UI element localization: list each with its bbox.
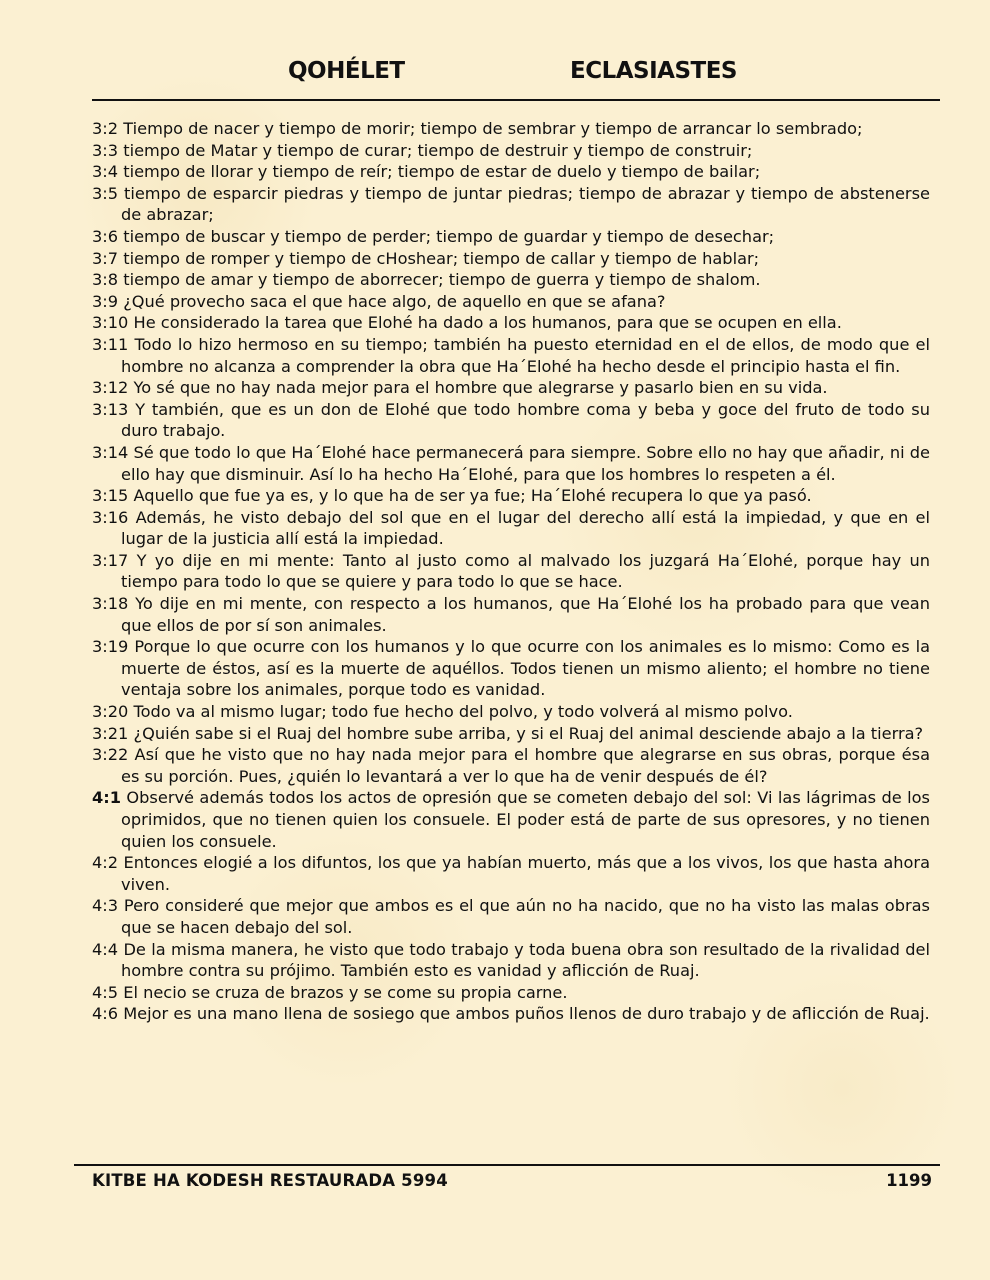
verse-ref: 3:7: [92, 248, 119, 268]
verse-ref: 3:14: [92, 442, 129, 462]
verse: [92, 701, 930, 723]
verse-ref: 3:22: [92, 745, 129, 765]
verse-ref: 3:8: [92, 270, 119, 290]
verse-ref: 3:4: [92, 162, 119, 182]
verse-text: Y también, que es un don de Elohé que todo hombre coma y beba y goce del fruto de todo su duro trabajo.: [121, 399, 930, 441]
verse-text: tiempo de Matar y tiempo de curar; tiempo de destruir y tiempo de construir;: [123, 140, 753, 160]
verse: [92, 161, 930, 183]
verse-text: Además, he visto debajo del sol que en el lugar del derecho allí está la impiedad, y que en el lugar de la justicia allí está la impiedad.: [121, 507, 930, 549]
verse-ref: 3:5: [92, 183, 119, 203]
verse-ref: 3:9: [92, 291, 119, 311]
verse-ref: 3:11: [92, 334, 129, 354]
verse: [92, 550, 930, 593]
verse-text: Pero consideré que mejor que ambos es el que aún no ha nacido, que no ha visto las malas obras que se hacen debajo del sol.: [121, 896, 930, 937]
verse-text: Sé que todo lo que Ha´Elohé hace permanecerá para siempre. Sobre ello no hay que añadir, ni de ello hay que disminuir. Así lo ha hecho Ha´Elohé, para que los hombres lo respeten a él.: [121, 442, 930, 484]
verse: [92, 1003, 930, 1025]
verse-text: Observé además todos los actos de opresión que se cometen debajo del sol: Vi las lágrimas de los oprimidos, que no tienen quien los consuele. El poder está de parte de sus opresores, y no tienen quien los consuele.: [121, 788, 930, 851]
verse-ref: 4:6: [92, 1004, 119, 1024]
verse: [92, 183, 930, 226]
verse: [92, 507, 930, 550]
verse-text: Todo va al mismo lugar; todo fue hecho del polvo, y todo volverá al mismo polvo.: [133, 702, 793, 722]
verse-text: tiempo de romper y tiempo de cHoshear; tiempo de callar y tiempo de hablar;: [123, 248, 760, 268]
verse: [92, 118, 930, 140]
verse-ref: 4:4: [92, 939, 119, 959]
verse-ref: 3:12: [92, 378, 129, 398]
verse: [92, 485, 930, 507]
chapter-start-ref: 4:1: [92, 788, 121, 808]
verse-text: tiempo de amar y tiempo de aborrecer; tiempo de guerra y tiempo de shalom.: [123, 270, 761, 290]
verse-text: Porque lo que ocurre con los humanos y lo que ocurre con los animales es lo mismo: Como es la muerte de éstos, así es la muerte de aquéllos. Todos tienen un mismo aliento; el hombre no tiene ventaja sobre los animales, porque todo es vanidad.: [121, 637, 930, 700]
verse-text: tiempo de buscar y tiempo de perder; tiempo de guardar y tiempo de desechar;: [123, 226, 775, 246]
verse-text: Así que he visto que no hay nada mejor para el hombre que alegrarse en sus obras, porque ésa es su porción. Pues, ¿quién lo levantará a ver lo que ha de venir después de él?: [121, 745, 930, 786]
verse-ref: 3:15: [92, 486, 129, 506]
header-divider: [92, 99, 940, 101]
verse: [92, 723, 930, 745]
verse-text: ¿Qué provecho saca el que hace algo, de aquello en que se afana?: [123, 291, 666, 311]
verse: [92, 140, 930, 162]
verse-text: He considerado la tarea que Elohé ha dado a los humanos, para que se ocupen en ella.: [133, 313, 842, 333]
verse-text: Yo dije en mi mente, con respecto a los humanos, que Ha´Elohé los ha probado para que vean que ellos de por sí son animales.: [121, 594, 930, 635]
verse: [92, 895, 930, 938]
verse-text: tiempo de llorar y tiempo de reír; tiempo de estar de duelo y tiempo de bailar;: [123, 162, 761, 182]
verse: [92, 442, 930, 485]
verse: [92, 787, 930, 852]
verse: [92, 377, 930, 399]
header-book-title-hebrew: QOHÉLET: [288, 58, 405, 84]
verse-text: Mejor es una mano llena de sosiego que ambos puños llenos de duro trabajo y de aflicción de Ruaj.: [123, 1004, 930, 1024]
verse: [92, 939, 930, 982]
page-header: [0, 58, 990, 92]
verse-ref: 3:6: [92, 226, 119, 246]
verse: [92, 248, 930, 270]
verse-ref: 3:19: [92, 637, 129, 657]
verse-ref: 3:18: [92, 594, 129, 614]
verse-ref: 4:2: [92, 853, 119, 873]
verse-text: Todo lo hizo hermoso en su tiempo; también ha puesto eternidad en el de ellos, de modo que el hombre no alcanza a comprender la obra que Ha´Elohé ha hecho desde el principio hasta el fin.: [121, 334, 930, 376]
verse-text: Tiempo de nacer y tiempo de morir; tiempo de sembrar y tiempo de arrancar lo sembrado;: [123, 119, 863, 138]
verse: [92, 744, 930, 787]
verse-ref: 4:3: [92, 896, 119, 916]
footer-divider: [74, 1164, 940, 1166]
verse-text: tiempo de esparcir piedras y tiempo de juntar piedras; tiempo de abrazar y tiempo de abstenerse de abrazar;: [121, 183, 930, 225]
verse-text: Entonces elogié a los difuntos, los que ya habían muerto, más que a los vivos, los que hasta ahora viven.: [121, 853, 930, 894]
verse-ref: 3:2: [92, 119, 119, 138]
header-book-title-spanish: ECLASIASTES: [570, 58, 737, 84]
verse: [92, 291, 930, 313]
verse-text: El necio se cruza de brazos y se come su propia carne.: [123, 982, 568, 1002]
verse: [92, 226, 930, 248]
verse-text: Y yo dije en mi mente: Tanto al justo como al malvado los juzgará Ha´Elohé, porque hay un tiempo para todo lo que se quiere y para todo lo que se hace.: [121, 550, 930, 592]
verse-text: Yo sé que no hay nada mejor para el hombre que alegrarse y pasarlo bien en su vida.: [133, 378, 828, 398]
verse-ref: 4:5: [92, 982, 119, 1002]
verse-text: Aquello que fue ya es, y lo que ha de ser ya fue; Ha´Elohé recupera lo que ya pasó.: [133, 486, 812, 506]
verse: [92, 982, 930, 1004]
verse-list: [92, 118, 930, 1025]
verse: [92, 852, 930, 895]
footer-book-title: KITBE HA KODESH RESTAURADA 5994: [92, 1171, 448, 1190]
verse-ref: 3:16: [92, 507, 129, 527]
page-number: 1199: [886, 1171, 932, 1190]
verse-ref: 3:10: [92, 313, 129, 333]
verse: [92, 312, 930, 334]
verse: [92, 399, 930, 442]
verse: [92, 593, 930, 636]
verse-ref: 3:13: [92, 399, 129, 419]
verse-text: De la misma manera, he visto que todo trabajo y toda buena obra son resultado de la rivalidad del hombre contra su prójimo. También esto es vanidad y aflicción de Ruaj.: [121, 939, 930, 981]
verse: [92, 636, 930, 701]
verse-text: ¿Quién sabe si el Ruaj del hombre sube arriba, y si el Ruaj del animal desciende abajo a la tierra?: [133, 723, 924, 743]
verse-ref: 3:17: [92, 550, 129, 570]
verse: [92, 269, 930, 291]
verse-ref: 3:20: [92, 702, 129, 722]
verse: [92, 334, 930, 377]
verse-ref: 3:3: [92, 140, 119, 160]
verse-ref: 3:21: [92, 723, 129, 743]
